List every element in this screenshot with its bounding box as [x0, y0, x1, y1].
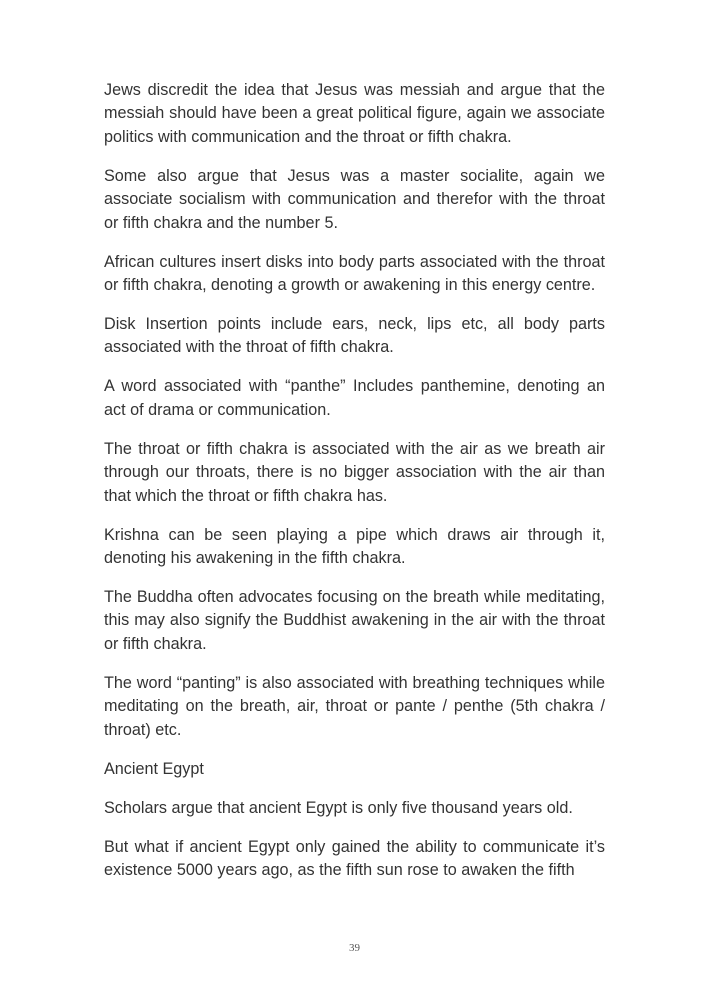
paragraph: Disk Insertion points include ears, neck, lips etc, all body parts associated with the throat of fifth chakra.	[104, 315, 605, 357]
paragraph: The Buddha often advocates focusing on the breath while meditating, this may also signify the Buddhist awakening in the air with the throat or fifth chakra.	[104, 588, 605, 653]
paragraph: The word “panting” is also associated with breathing techniques while meditating on the breath, air, throat or pante / penthe (5th chakra / throat) etc.	[104, 673, 605, 739]
paragraph: But what if ancient Egypt only gained the ability to communicate it’s existence 5000 years ago, as the fifth sun rose to awaken the fifth	[104, 837, 605, 880]
page-body	[104, 79, 605, 883]
paragraph: Jews discredit the idea that Jesus was messiah and argue that the messiah should have been a great political figure, again we associate politics with communication and the throat or fifth chakra.	[104, 81, 605, 146]
paragraph: Krishna can be seen playing a pipe which draws air through it, denoting his awakening in the fifth chakra.	[104, 525, 605, 568]
paragraph: The throat or fifth chakra is associated with the air as we breath air through our throats, there is no bigger association with the air than that which the throat or fifth chakra has.	[104, 439, 605, 505]
section-heading: Ancient Egypt	[104, 759, 204, 778]
paragraph: Some also argue that Jesus was a master socialite, again we associate socialism with communication and therefor with the throat or fifth chakra and the number 5.	[104, 166, 605, 232]
paragraph: African cultures insert disks into body parts associated with the throat or fifth chakra, denoting a growth or awakening in this energy centre.	[104, 252, 605, 295]
page-number: 39	[349, 942, 360, 954]
paragraph: A word associated with “panthe” Includes panthemine, denoting an act of drama or communication.	[104, 377, 605, 419]
paragraph: Scholars argue that ancient Egypt is only five thousand years old.	[104, 798, 573, 817]
